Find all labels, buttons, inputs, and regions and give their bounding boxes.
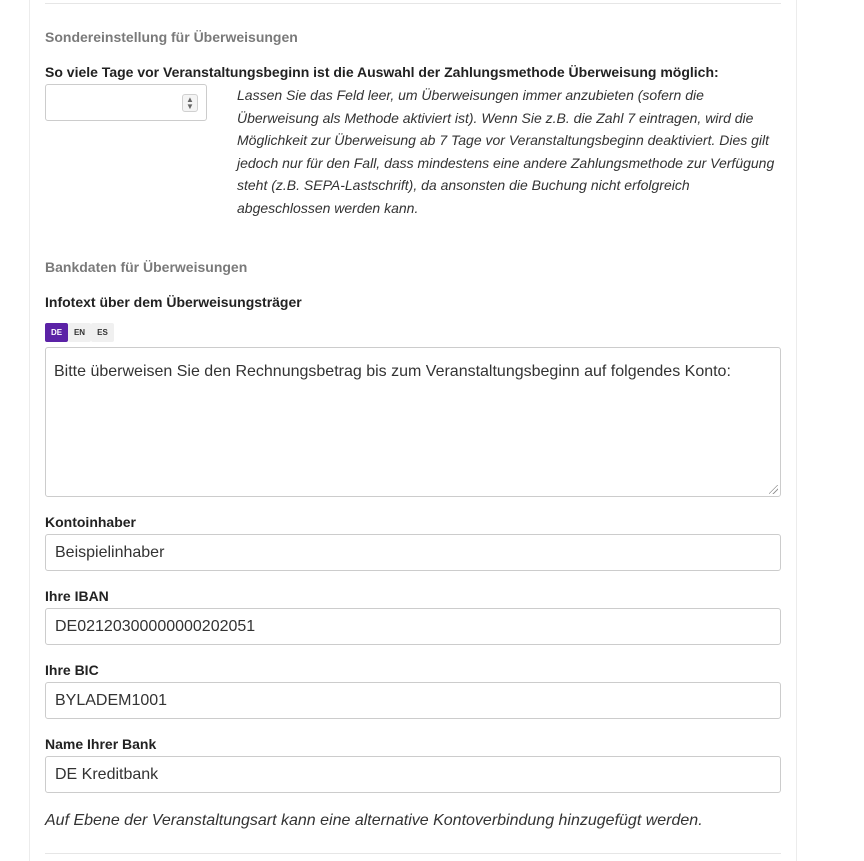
resize-handle-icon[interactable] bbox=[769, 485, 778, 494]
help-line: Überweisung als Methode aktiviert ist). Wenn Sie z.B. die Zahl 7 eintragen, wird die bbox=[237, 109, 754, 126]
help-line: jedoch nur für den Fall, dass mindestens eine andere Zahlungsmethode zur Verfügung bbox=[237, 154, 775, 171]
alternative-account-note: Auf Ebene der Veranstaltungsart kann eine alternative Kontoverbindung hinzugefügt werden. bbox=[45, 812, 703, 829]
bank-data-title: Bankdaten für Überweisungen bbox=[45, 259, 248, 275]
iban-label: Ihre IBAN bbox=[45, 588, 109, 604]
lang-tab-en[interactable]: EN bbox=[68, 323, 91, 342]
days-before-event-label: So viele Tage vor Veranstaltungsbeginn ist die Auswahl der Zahlungsmethode Überweisung möglich: bbox=[45, 64, 719, 80]
bank-name-label: Name Ihrer Bank bbox=[45, 736, 157, 752]
bic-input[interactable] bbox=[45, 682, 781, 719]
bic-label: Ihre BIC bbox=[45, 662, 99, 678]
number-spinner[interactable] bbox=[182, 94, 198, 112]
lang-tab-de[interactable]: DE bbox=[45, 323, 68, 342]
help-line: abgeschlossen werden kann. bbox=[237, 199, 419, 216]
language-tabs bbox=[45, 323, 114, 342]
account-holder-input[interactable] bbox=[45, 534, 781, 571]
days-before-event-input[interactable] bbox=[45, 84, 207, 121]
lang-tab-es[interactable]: ES bbox=[91, 323, 114, 342]
top-divider bbox=[45, 3, 781, 4]
bottom-divider bbox=[45, 853, 781, 854]
help-line: Lassen Sie das Feld leer, um Überweisungen immer anzubieten (sofern die bbox=[237, 87, 704, 103]
infotext-label: Infotext über dem Überweisungsträger bbox=[45, 294, 302, 310]
infotext-value: Bitte überweisen Sie den Rechnungsbetrag bis zum Veranstaltungsbeginn auf folgendes Konto: bbox=[54, 363, 731, 380]
spin-down-icon[interactable]: ▼ bbox=[186, 102, 194, 111]
infotext-textarea[interactable] bbox=[45, 347, 781, 497]
bic-value: BYLADEM1001 bbox=[55, 692, 168, 709]
transfer-settings-title: Sondereinstellung für Überweisungen bbox=[45, 29, 298, 45]
iban-input[interactable] bbox=[45, 608, 781, 645]
account-holder-label: Kontoinhaber bbox=[45, 514, 136, 530]
help-line: Möglichkeit zur Überweisung ab 7 Tage vor Veranstaltungsbeginn deaktiviert. Dies gilt bbox=[237, 132, 770, 148]
account-holder-value: Beispielinhaber bbox=[55, 544, 165, 561]
help-line: steht (z.B. SEPA-Lastschrift), da ansonsten die Buchung nicht erfolgreich bbox=[237, 177, 690, 193]
iban-value: DE02120300000000202051 bbox=[55, 618, 256, 635]
spin-up-icon[interactable]: ▲ bbox=[186, 95, 194, 104]
days-help-text bbox=[237, 84, 782, 219]
bank-name-value: DE Kreditbank bbox=[55, 766, 159, 783]
bank-name-input[interactable] bbox=[45, 756, 781, 793]
